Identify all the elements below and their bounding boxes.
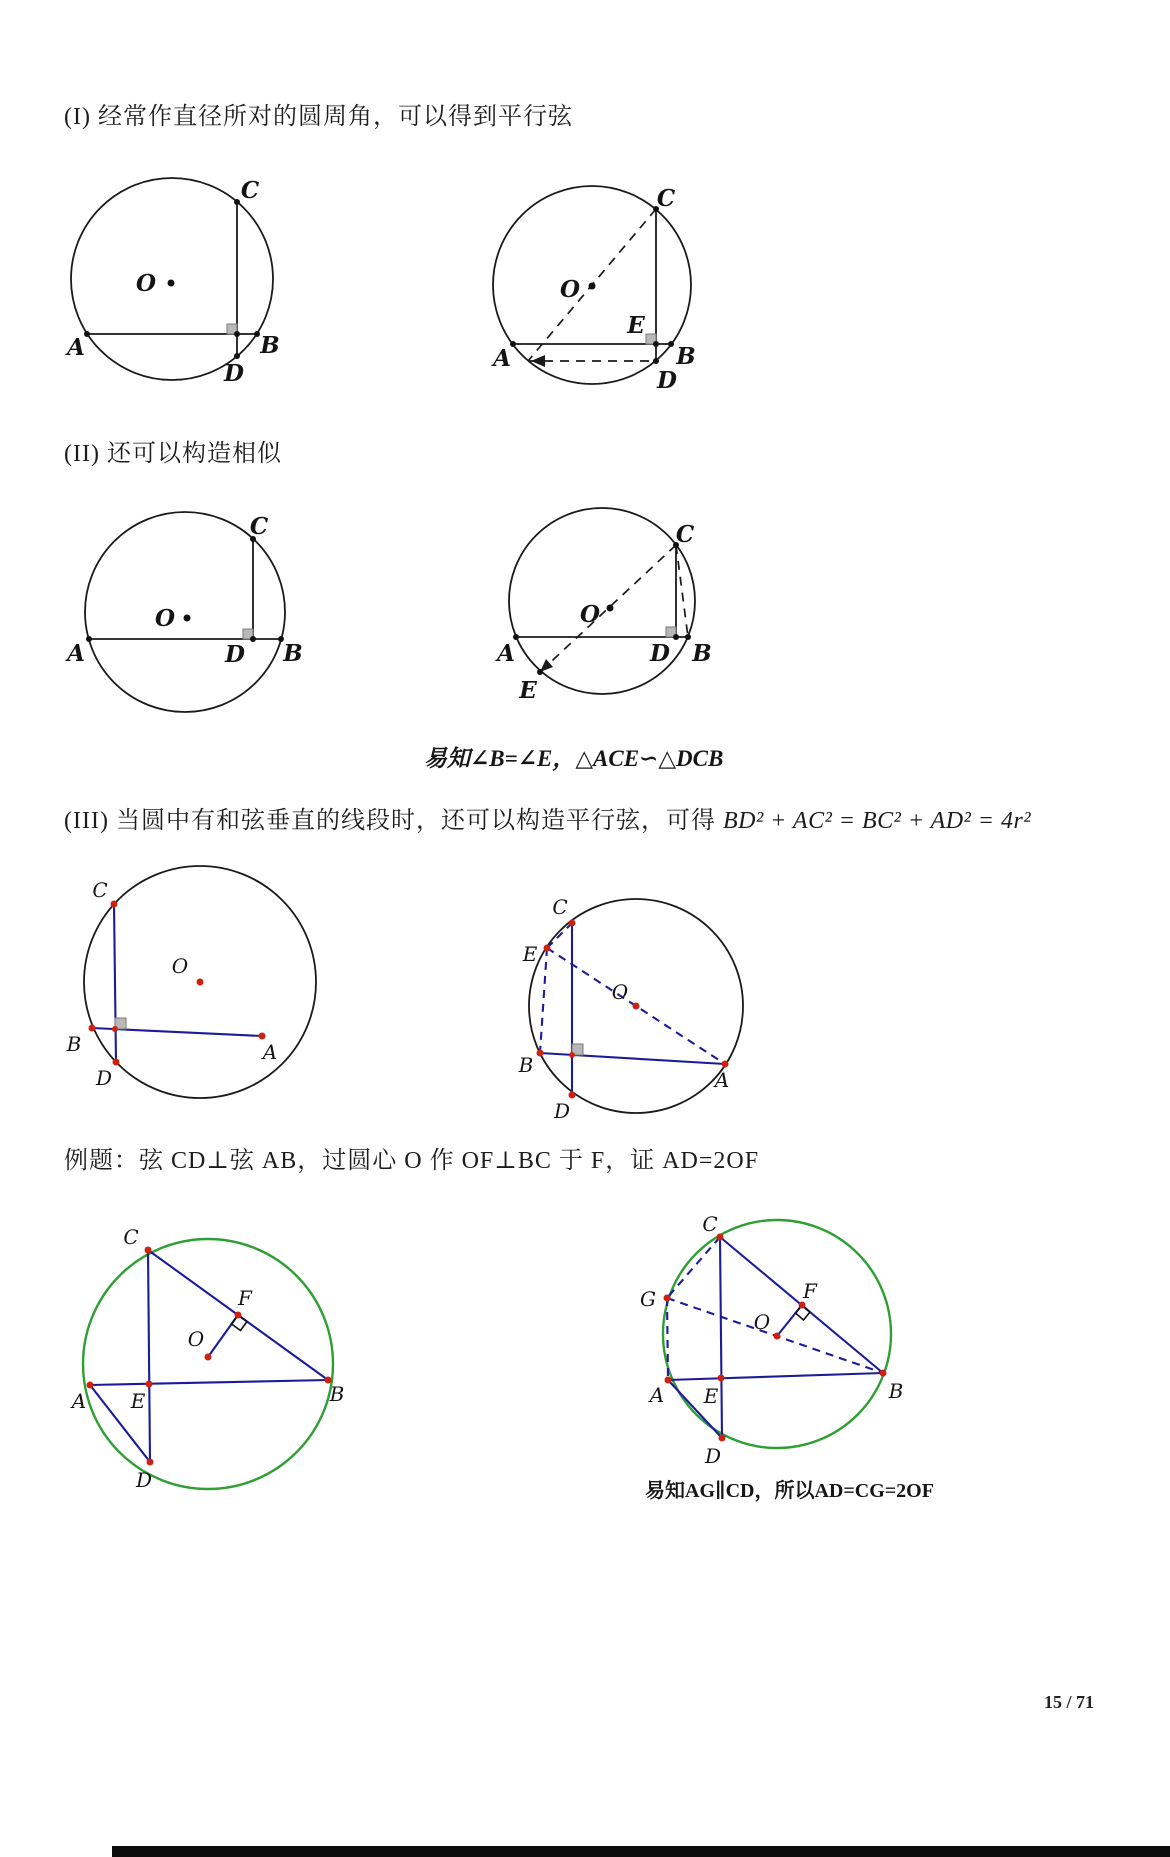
d8-label-e: E (703, 1384, 719, 1408)
d7-label-f: F (238, 1286, 252, 1310)
d8-label-o: O (753, 1310, 771, 1334)
d5-label-o: O (171, 954, 189, 978)
d1-label-d: D (224, 360, 244, 387)
diagram-2-parallel-chord-construction (491, 185, 696, 394)
d6-label-a: A (714, 1068, 730, 1092)
d1-label-o: O (135, 270, 157, 297)
d2-label-d: D (657, 367, 677, 394)
d6-label-d: D (553, 1099, 571, 1123)
d8-label-c: C (702, 1212, 718, 1236)
d3-label-a: A (67, 640, 85, 667)
chords (540, 923, 725, 1095)
section-ii-note: 易知∠B=∠E，△ACE∽△DCB (424, 746, 724, 771)
diagram-8-example-with-diameter-gb (640, 1212, 903, 1468)
diagram-5-perpendicular-chords (66, 866, 316, 1098)
section-iii-formula: BD² + AC² = BC² + AD² = 4r² (722, 808, 1032, 834)
d7-label-e: E (130, 1389, 146, 1413)
d4-label-a: A (497, 640, 515, 667)
d5-label-a: A (262, 1040, 278, 1064)
d1-label-a: A (67, 334, 85, 361)
d8-label-d: D (704, 1444, 722, 1468)
d2-label-c: C (656, 185, 676, 212)
d7-label-o: O (187, 1327, 205, 1351)
diagram-7-example-of-perpendicular (70, 1225, 345, 1492)
d2-label-e: E (627, 312, 645, 339)
d1-label-b: B (260, 332, 280, 359)
example-heading: 例题：弦 CD⊥弦 AB，过圆心 O 作 OF⊥BC 于 F，证 AD=2OF (64, 1148, 760, 1174)
d4-label-c: C (675, 521, 695, 548)
d3-label-o: O (154, 605, 176, 632)
dashed-lines (540, 923, 725, 1064)
d1-label-c: C (240, 177, 260, 204)
d8-label-f: F (803, 1279, 817, 1303)
circle-outline (71, 178, 273, 380)
chords (92, 904, 262, 1062)
d5-label-b: B (66, 1032, 82, 1056)
point-dots (537, 920, 729, 1099)
example-note: 易知AG∥CD，所以AD=CG=2OF (645, 1480, 934, 1502)
diagram-6-parallel-chord-4r2 (518, 895, 743, 1123)
d7-label-d: D (135, 1468, 153, 1492)
d3-label-d: D (225, 641, 245, 668)
d4-label-d: D (650, 640, 670, 667)
chords (89, 539, 281, 639)
diagram-3-altitude-to-chord (65, 512, 303, 712)
d4-label-o: O (579, 601, 601, 628)
point-dots (84, 199, 260, 359)
diagram-4-similar-triangles (495, 508, 712, 704)
circle-outline (83, 1239, 333, 1489)
d7-label-c: C (123, 1225, 139, 1249)
section-i-heading: (I) 经常作直径所对的圆周角，可以得到平行弦 (64, 104, 573, 130)
section-ii-heading: (II) 还可以构造相似 (64, 441, 282, 467)
d4-label-b: B (692, 640, 712, 667)
section-iii-heading-text: (III) 当圆中有和弦垂直的线段时，还可以构造平行弦，可得 (64, 808, 716, 834)
dashed-lines (667, 1237, 883, 1380)
d3-label-c: C (249, 513, 269, 540)
d7-label-b: B (329, 1382, 345, 1406)
point-dots (86, 536, 284, 642)
d2-label-o: O (559, 276, 581, 303)
diagram-1-inscribed-right-angle (65, 177, 280, 387)
d5-label-d: D (95, 1066, 113, 1090)
circle-outline (85, 512, 285, 712)
d5-label-c: C (92, 878, 108, 902)
d8-label-g: G (640, 1287, 656, 1311)
d6-label-e: E (522, 942, 538, 966)
d2-label-a: A (493, 345, 511, 372)
d6-label-b: B (518, 1053, 534, 1077)
page-number: 15 / 71 (1044, 1692, 1095, 1712)
d3-label-b: B (283, 640, 303, 667)
d2-label-b: B (676, 343, 696, 370)
d6-label-c: C (552, 895, 568, 919)
d4-label-e: E (519, 677, 537, 704)
d8-label-a: A (649, 1383, 665, 1407)
d6-label-o: O (611, 980, 629, 1004)
d8-label-b: B (888, 1379, 904, 1403)
d7-label-a: A (71, 1389, 87, 1413)
